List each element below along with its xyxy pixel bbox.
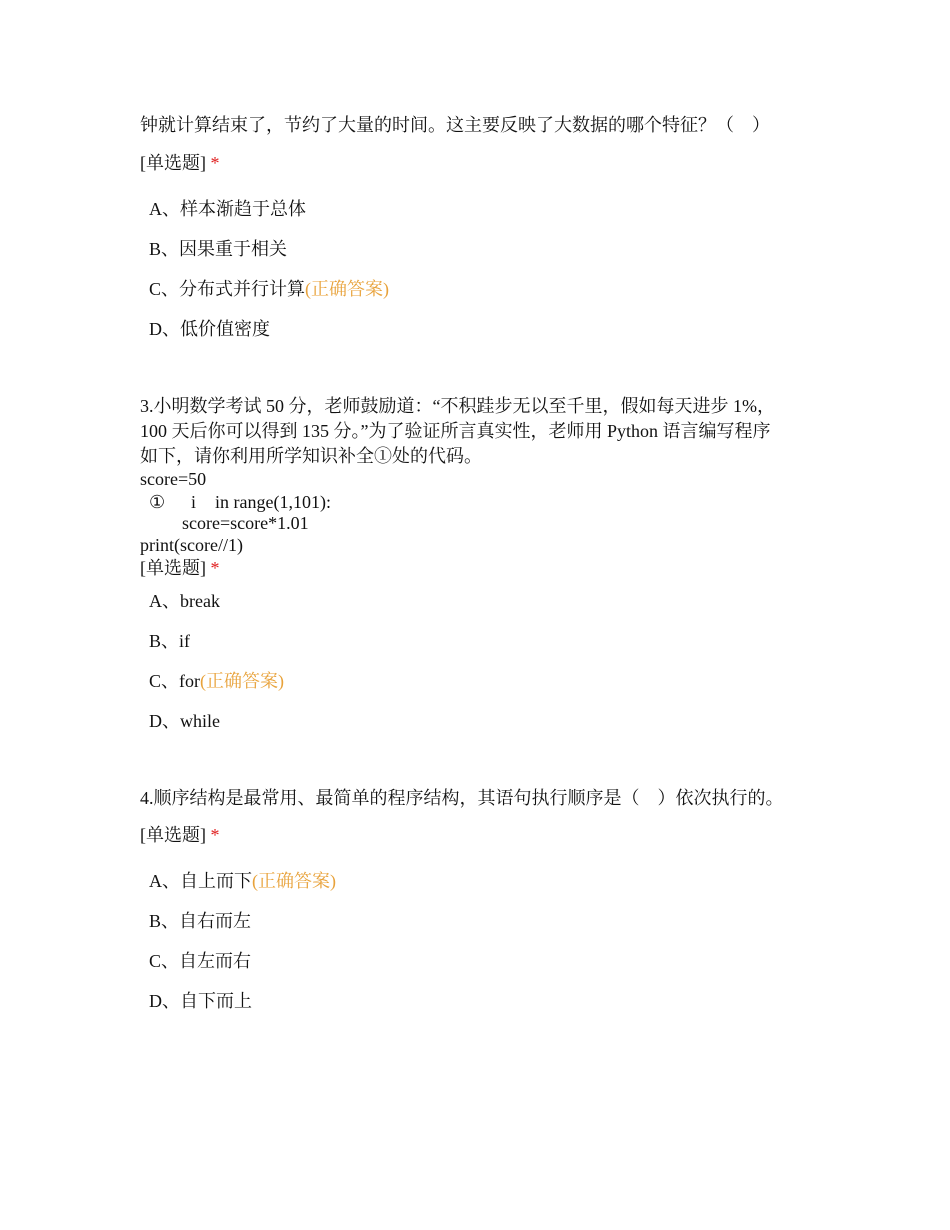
option-label: B、if: [149, 631, 191, 651]
required-mark: *: [210, 558, 220, 578]
option-label: D、自下而上: [149, 991, 252, 1011]
question-2-stem: 钟就计算结束了，节约了大量的时间。这主要反映了大数据的哪个特征？（ ）: [140, 115, 770, 135]
option-d: [149, 990, 252, 1012]
question-2-type: [140, 152, 220, 174]
correct-answer-tag: (正确答案): [200, 671, 284, 691]
option-label: A、样本渐趋于总体: [149, 199, 306, 219]
option-label: A、break: [149, 591, 220, 611]
option-c: [149, 670, 284, 692]
option-b: [149, 630, 190, 652]
option-a: [149, 590, 220, 612]
code-range: in range(1,101):: [215, 492, 331, 512]
option-label: A、自上而下: [149, 871, 252, 891]
code-line-1: score=50: [140, 469, 207, 489]
question-3-stem-line-3: 如下，请你利用所学知识补全①处的代码。: [140, 446, 482, 466]
correct-answer-tag: (正确答案): [252, 871, 336, 891]
option-label: B、自右而左: [149, 911, 252, 931]
option-c: [149, 278, 389, 300]
option-b: [149, 910, 251, 932]
option-b: [149, 238, 287, 260]
question-3-stem-line-2: 100 天后你可以得到 135 分。”为了验证所言真实性，老师用 Python 语言编写程序: [140, 421, 771, 441]
option-label: D、低价值密度: [149, 319, 270, 339]
required-mark: *: [210, 153, 220, 173]
option-a: [149, 870, 336, 892]
option-label: D、while: [149, 711, 220, 731]
option-label: C、自左而右: [149, 951, 252, 971]
question-type-label: [单选题]: [140, 825, 206, 845]
question-4-stem: 4.顺序结构是最常用、最简单的程序结构，其语句执行顺序是（ ）依次执行的。: [140, 788, 784, 808]
option-label: B、因果重于相关: [149, 239, 288, 259]
option-label: C、for: [149, 671, 200, 691]
option-label: C、分布式并行计算: [149, 279, 306, 299]
option-d: [149, 710, 220, 732]
code-line-3: score=score*1.01: [182, 513, 309, 533]
question-3-stem-line-1: 3.小明数学考试 50 分，老师鼓励道：“不积跬步无以至千里，假如每天进步 1%，: [140, 396, 775, 416]
correct-answer-tag: (正确答案): [305, 279, 390, 299]
code-loop-var: i: [191, 492, 197, 512]
code-line-4: print(score//1): [140, 535, 243, 555]
question-3-type: [140, 557, 220, 579]
required-mark: *: [210, 825, 220, 845]
question-type-label: [单选题]: [140, 153, 206, 173]
option-c: [149, 950, 251, 972]
question-4-type: [140, 824, 220, 846]
question-type-label: [单选题]: [140, 558, 206, 578]
code-blank-marker: ①: [149, 492, 166, 512]
option-d: [149, 318, 270, 340]
option-a: [149, 198, 306, 220]
